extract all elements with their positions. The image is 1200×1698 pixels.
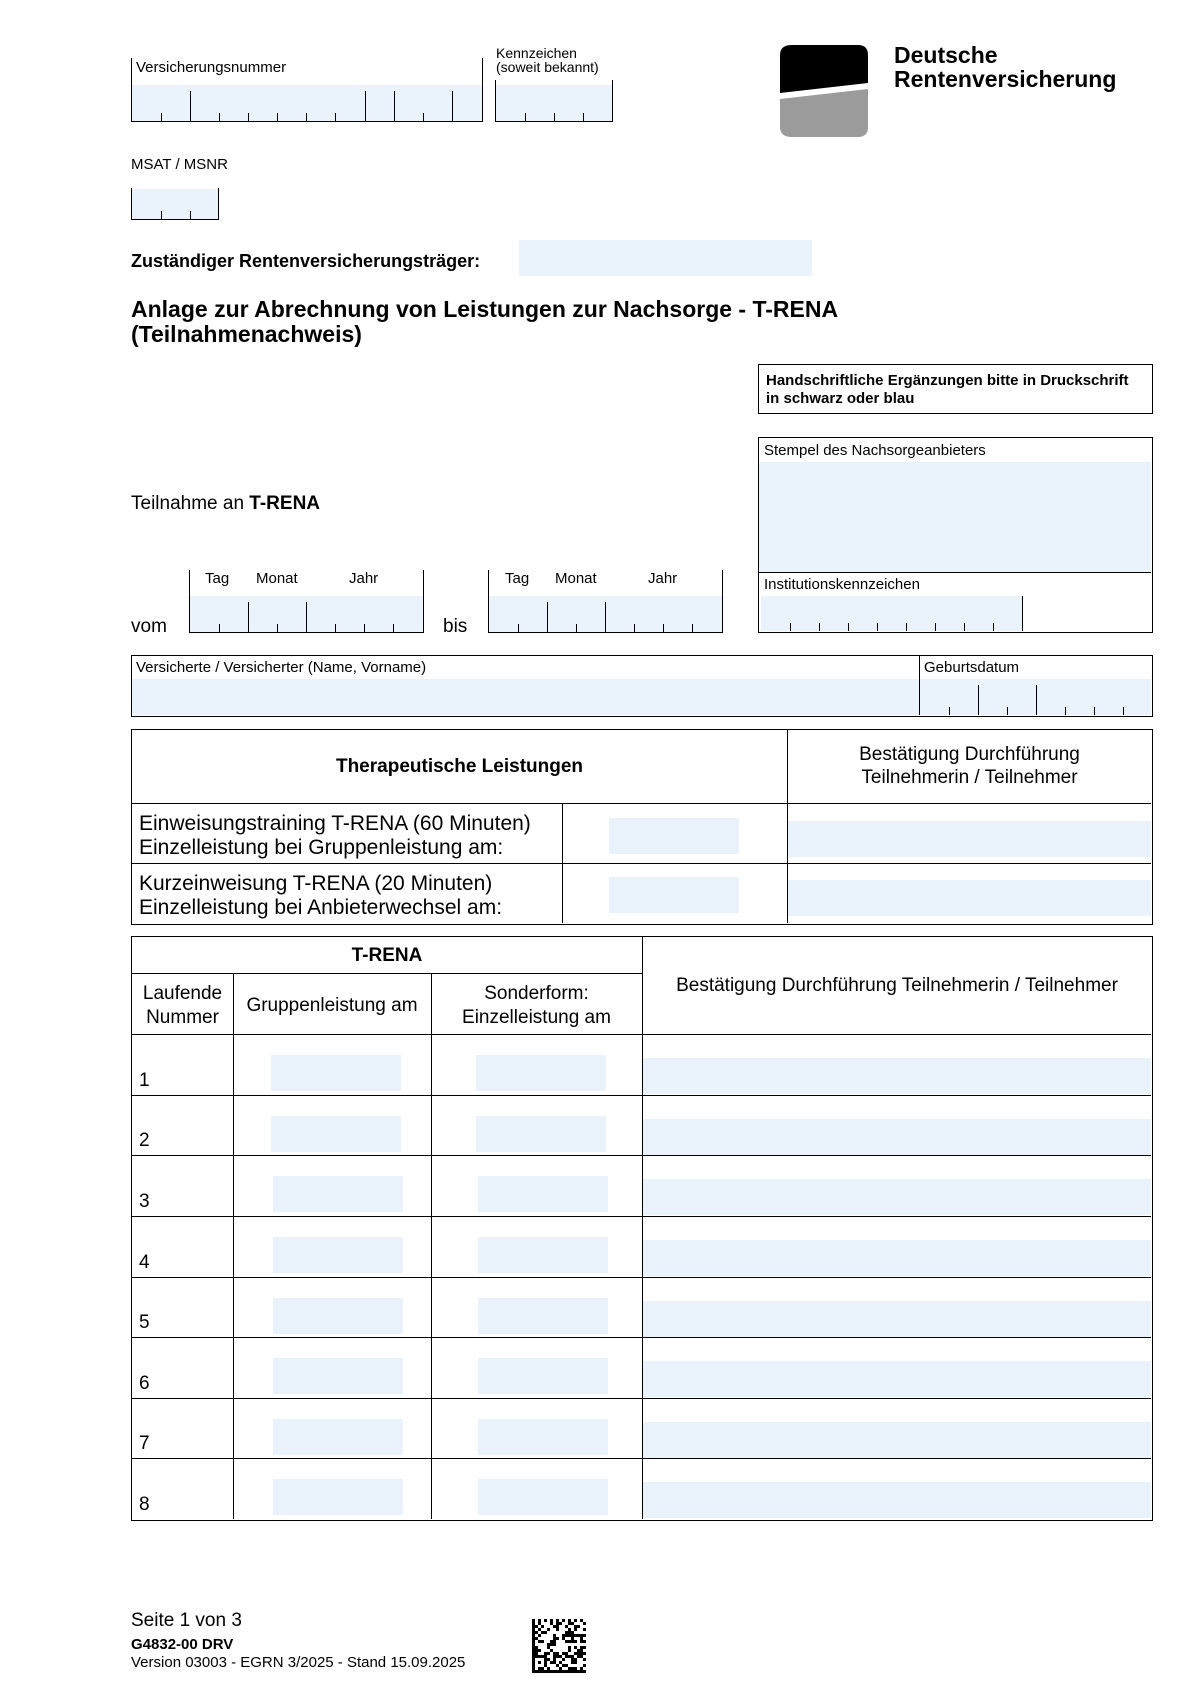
col-special-header-2: Einzelleistung am: [462, 1007, 611, 1028]
stamp-label: Stempel des Nachsorgeanbieters: [764, 442, 986, 459]
row-number: 5: [139, 1312, 150, 1334]
special-date-input[interactable]: [478, 1298, 608, 1334]
col-number-header-1: Laufende: [142, 983, 223, 1004]
therapy-row-1-date-input[interactable]: [609, 818, 739, 854]
group-date-input[interactable]: [273, 1176, 403, 1212]
row-number: 1: [139, 1069, 150, 1091]
form-id: G4832-00 DRV: [131, 1636, 234, 1653]
stamp-area[interactable]: [759, 462, 1151, 572]
from-month-label: Monat: [256, 570, 298, 587]
confirm-input[interactable]: [643, 1119, 1151, 1155]
birth-date-label: Geburtsdatum: [924, 659, 1020, 676]
insured-box: [131, 655, 1153, 717]
col-number-header-2: Nummer: [146, 1007, 219, 1028]
special-date-input[interactable]: [476, 1116, 606, 1152]
table-row: [132, 1216, 1151, 1277]
traeger-input[interactable]: [519, 240, 812, 276]
logo-text-1: Deutsche: [894, 42, 998, 68]
participation-label: Teilnahme an T-RENA: [131, 493, 321, 514]
therapy-header: Therapeutische Leistungen: [335, 756, 584, 777]
confirm-input[interactable]: [643, 1240, 1151, 1276]
table-row: [132, 1155, 1151, 1216]
insured-name-input[interactable]: [132, 679, 919, 715]
drv-logo: [780, 45, 870, 142]
to-date-field[interactable]: [488, 570, 723, 633]
versicherungsnummer-label: Versicherungsnummer: [136, 59, 287, 76]
versicherungsnummer-field[interactable]: [131, 58, 483, 122]
row-number: 7: [139, 1433, 150, 1455]
table-row: [132, 1034, 1151, 1095]
therapy-row-2-line-2: Einzelleistung bei Anbieterwechsel am:: [139, 896, 503, 919]
to-label: bis: [443, 616, 468, 637]
table-row: [132, 1337, 1151, 1398]
institution-field[interactable]: [761, 596, 1023, 631]
row-number: 6: [139, 1372, 150, 1394]
from-label: vom: [131, 616, 167, 637]
col-group-header: Gruppenleistung am: [246, 995, 418, 1016]
confirm-input[interactable]: [643, 1482, 1151, 1518]
therapy-table: [131, 729, 1153, 925]
table-row: [132, 1095, 1151, 1156]
confirm-input[interactable]: [643, 1179, 1151, 1215]
page-title: Anlage zur Abrechnung von Leistungen zur Nachsorge - T-RENA: [131, 296, 839, 322]
datamatrix-code: [532, 1619, 586, 1678]
therapy-row-1-confirm-input[interactable]: [788, 821, 1151, 857]
col-confirm-header: Bestätigung Durchführung Teilnehmerin / Teilnehmer: [676, 975, 1118, 996]
logo-text-2: Rentenversicherung: [894, 66, 1117, 92]
from-day-label: Tag: [205, 570, 230, 587]
group-date-input[interactable]: [273, 1237, 403, 1273]
from-date-field[interactable]: [189, 570, 424, 633]
group-date-input[interactable]: [271, 1116, 401, 1152]
therapy-row-2-confirm-input[interactable]: [788, 880, 1151, 916]
notice-line-1: Handschriftliche Ergänzungen bitte in Druckschrift: [766, 372, 1129, 389]
table-row: [132, 1458, 1151, 1519]
confirm-header-1: Bestätigung Durchführung: [859, 744, 1080, 765]
trena-rows: [132, 1034, 1151, 1519]
form-version: Version 03003 - EGRN 3/2025 - Stand 15.09.2025: [131, 1654, 466, 1671]
row-number: 2: [139, 1130, 150, 1152]
col-special-header-1: Sonderform:: [484, 983, 589, 1004]
therapy-row-2-line-1: Kurzeinweisung T-RENA (20 Minuten): [139, 872, 493, 895]
row-number: 8: [139, 1494, 150, 1515]
therapy-row-1-line-2: Einzelleistung bei Gruppenleistung am:: [139, 836, 504, 859]
confirm-input[interactable]: [643, 1361, 1151, 1397]
msat-field[interactable]: [131, 188, 219, 220]
page-subtitle: (Teilnahmenachweis): [131, 321, 362, 347]
special-date-input[interactable]: [478, 1479, 608, 1515]
therapy-row-1-line-1: Einweisungstraining T-RENA (60 Minuten): [139, 812, 531, 835]
stamp-box: [758, 437, 1153, 633]
confirm-header-2: Teilnehmerin / Teilnehmer: [861, 767, 1078, 788]
group-date-input[interactable]: [273, 1358, 403, 1394]
table-row: [132, 1277, 1151, 1338]
kennzeichen-label: Kennzeichen: [496, 45, 577, 61]
trena-table: [131, 936, 1153, 1521]
special-date-input[interactable]: [478, 1419, 608, 1455]
page-number: Seite 1 von 3: [131, 1610, 242, 1631]
table-row: [132, 1398, 1151, 1459]
from-year-label: Jahr: [349, 570, 379, 587]
group-date-input[interactable]: [273, 1419, 403, 1455]
msat-label: MSAT / MSNR: [131, 156, 228, 173]
to-day-label: Tag: [505, 570, 530, 587]
notice-line-2: in schwarz oder blau: [766, 390, 915, 407]
confirm-input[interactable]: [643, 1422, 1151, 1458]
trena-group-header: T-RENA: [351, 945, 423, 966]
special-date-input[interactable]: [478, 1176, 608, 1212]
row-number: 3: [139, 1190, 150, 1212]
kennzeichen-field[interactable]: [495, 80, 613, 122]
handwriting-notice: [758, 364, 1153, 414]
to-month-label: Monat: [555, 570, 597, 587]
birth-date-field[interactable]: [920, 679, 1151, 715]
confirm-input[interactable]: [643, 1058, 1151, 1094]
confirm-input[interactable]: [643, 1301, 1151, 1337]
therapy-row-2-date-input[interactable]: [609, 877, 739, 913]
group-date-input[interactable]: [273, 1298, 403, 1334]
kennzeichen-hint: (soweit bekannt): [496, 59, 599, 75]
group-date-input[interactable]: [271, 1055, 401, 1091]
special-date-input[interactable]: [476, 1055, 606, 1091]
row-number: 4: [139, 1251, 150, 1273]
special-date-input[interactable]: [478, 1237, 608, 1273]
group-date-input[interactable]: [273, 1479, 403, 1515]
traeger-label: Zuständiger Rentenversicherungsträger:: [131, 251, 481, 271]
insured-name-label: Versicherte / Versicherter (Name, Vorname): [136, 659, 427, 676]
to-year-label: Jahr: [648, 570, 678, 587]
special-date-input[interactable]: [478, 1358, 608, 1394]
institution-label: Institutionskennzeichen: [764, 576, 920, 593]
